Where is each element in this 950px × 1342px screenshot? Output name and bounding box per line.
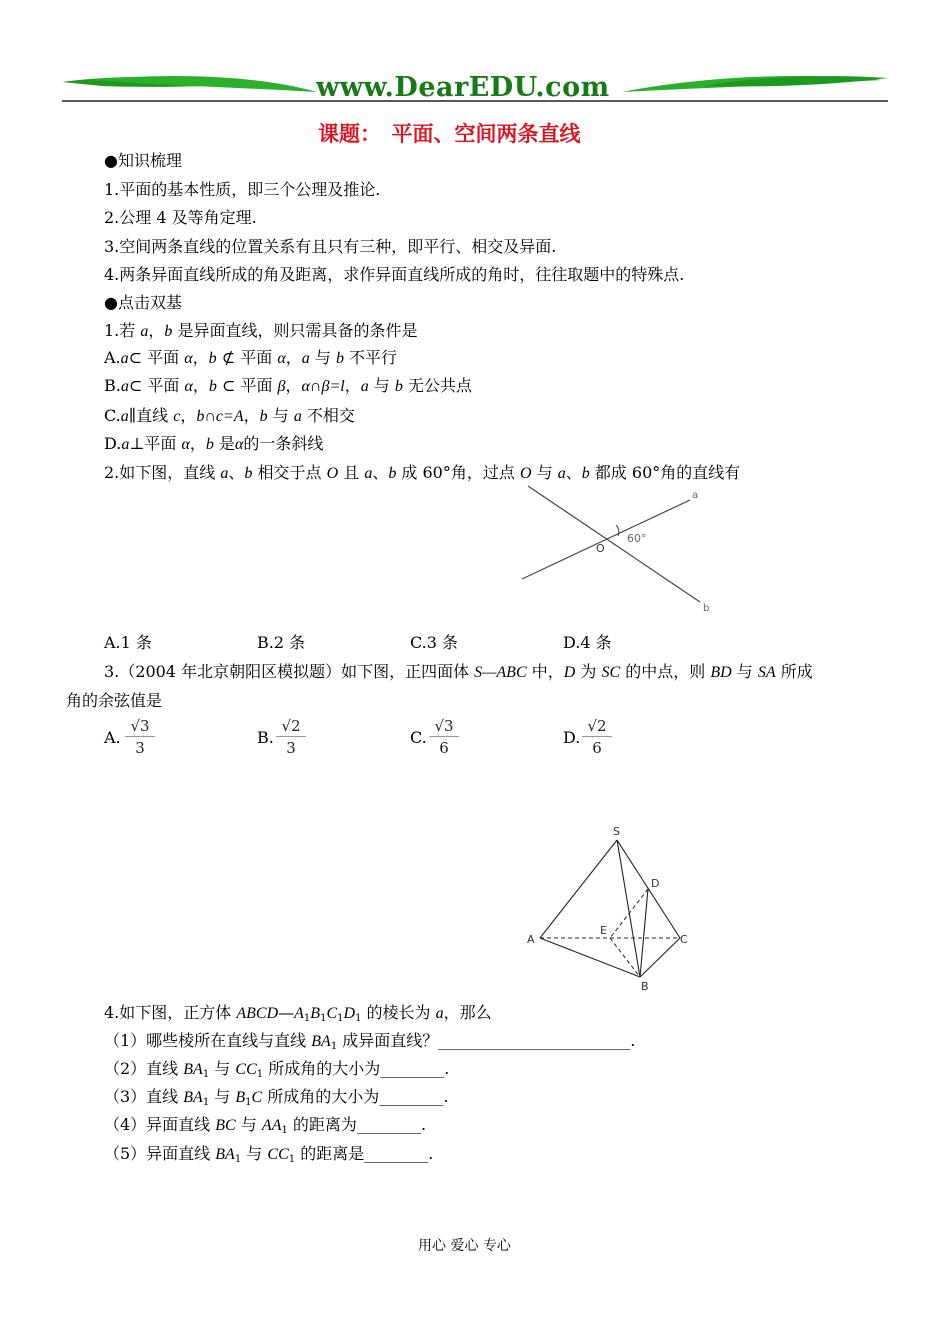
- section-heading-knowledge: ●知识梳理: [104, 151, 182, 170]
- question-4-part-2: （2）直线 $BA_1$ 与 $CC_1$ 所成角的大小为________.: [104, 1059, 450, 1080]
- question-4-part-4: （4）异面直线 BC 与 $AA_1$ 的距离为________.: [104, 1115, 427, 1136]
- vertex-b: B: [641, 980, 649, 993]
- question-4-part-1: （1）哪些棱所在直线与直线 $BA_1$ 成异面直线？________________________.: [104, 1031, 636, 1052]
- page-title: 课题： 平面、空间两条直线: [318, 121, 581, 146]
- edge-sc: [617, 840, 680, 938]
- vertex-d: D: [651, 877, 660, 890]
- question-3-option-a-fraction: $\frac{√3}{3}$: [125, 716, 155, 759]
- line-b: [528, 486, 700, 602]
- question-3-option-c-label: C.: [410, 728, 427, 747]
- knowledge-item: 4.两条异面直线所成的角及距离，求作异面直线所成的角时，往往取题中的特殊点.: [104, 265, 685, 284]
- vertex-a: A: [527, 933, 535, 946]
- question-1-option-b: B.a⊂ 平面 α，b ⊂ 平面 β，α∩β=l，a 与 b 无公共点: [104, 376, 472, 395]
- intersecting-lines-figure: [510, 484, 720, 616]
- question-2-option-a: A.1 条: [104, 633, 152, 652]
- question-2-stem: 2.如下图，直线 a、b 相交于点 O 且 a、b 成 60°角，过点 O 与 a、b 都成 60°角的直线有: [104, 463, 741, 482]
- page-footer: 用心 爱心 专心: [418, 1238, 511, 1254]
- vertex-s: S: [613, 825, 620, 838]
- question-3-stem-cont: 角的余弦值是: [66, 691, 163, 710]
- edge-sb: [617, 840, 640, 977]
- question-3-option-b-label: B.: [257, 728, 274, 747]
- answer-blank: ________: [356, 1115, 421, 1134]
- tetrahedron-figure: [520, 820, 700, 996]
- question-1-option-c: C.a∥直线 c，b∩c=A，b 与 a 不相交: [104, 406, 355, 425]
- question-2-option-d: D.4 条: [563, 633, 612, 652]
- section-heading-basics: ●点击双基: [104, 293, 182, 312]
- segment-de-hidden: [610, 889, 648, 938]
- question-3-option-d-fraction: $\frac{√2}{6}$: [582, 716, 612, 759]
- knowledge-item: 1.平面的基本性质，即三个公理及推论.: [104, 180, 381, 199]
- question-4-part-5: （5）异面直线 $BA_1$ 与 $CC_1$ 的距离是________.: [104, 1144, 434, 1165]
- question-3-option-a-label: A.: [104, 728, 121, 747]
- site-logo: www.DearEDU.com: [316, 72, 610, 103]
- label-angle: 60°: [627, 532, 647, 545]
- label-a: a: [692, 490, 699, 501]
- question-3-stem: 3.（2004 年北京朝阳区模拟题）如下图，正四面体 S—ABC 中，D 为 SC 的中点，则 BD 与 SA 所成: [104, 662, 813, 681]
- question-3-option-b-fraction: $\frac{√2}{3}$: [276, 716, 306, 759]
- knowledge-item: 2.公理 4 及等角定理.: [104, 208, 257, 227]
- question-1-option-a: A.a⊂ 平面 α，b ⊄ 平面 α，a 与 b 不平行: [104, 348, 398, 367]
- answer-blank: ________: [364, 1144, 429, 1163]
- answer-blank: ________: [379, 1087, 444, 1106]
- question-2-option-c: C.3 条: [410, 633, 459, 652]
- line-a: [522, 500, 690, 579]
- header-banner: [62, 70, 888, 106]
- question-4-stem: 4.如下图，正方体 $ABCD—A_1B_1C_1D_1$ 的棱长为 a，那么: [104, 1003, 492, 1024]
- question-3-option-d-label: D.: [563, 728, 581, 747]
- label-o: O: [596, 542, 605, 555]
- edge-cb: [640, 938, 680, 977]
- question-2-option-b: B.2 条: [257, 633, 306, 652]
- question-1-option-d: D.a⊥平面 α，b 是α的一条斜线: [104, 434, 324, 453]
- answer-blank: ________: [380, 1059, 445, 1078]
- label-b: b: [703, 603, 710, 614]
- vertex-c: C: [680, 933, 688, 946]
- knowledge-item: 3.空间两条直线的位置关系有且只有三种，即平行、相交及异面.: [104, 237, 557, 256]
- question-3-option-c-fraction: $\frac{√3}{6}$: [429, 716, 459, 759]
- question-1-stem: 1.若 a，b 是异面直线，则只需具备的条件是: [104, 321, 418, 340]
- vertex-e: E: [600, 924, 607, 937]
- question-4-part-3: （3）直线 $BA_1$ 与 $B_1C$ 所成角的大小为________.: [104, 1087, 449, 1108]
- answer-blank: ________________________: [438, 1031, 631, 1050]
- segment-bd: [640, 889, 648, 977]
